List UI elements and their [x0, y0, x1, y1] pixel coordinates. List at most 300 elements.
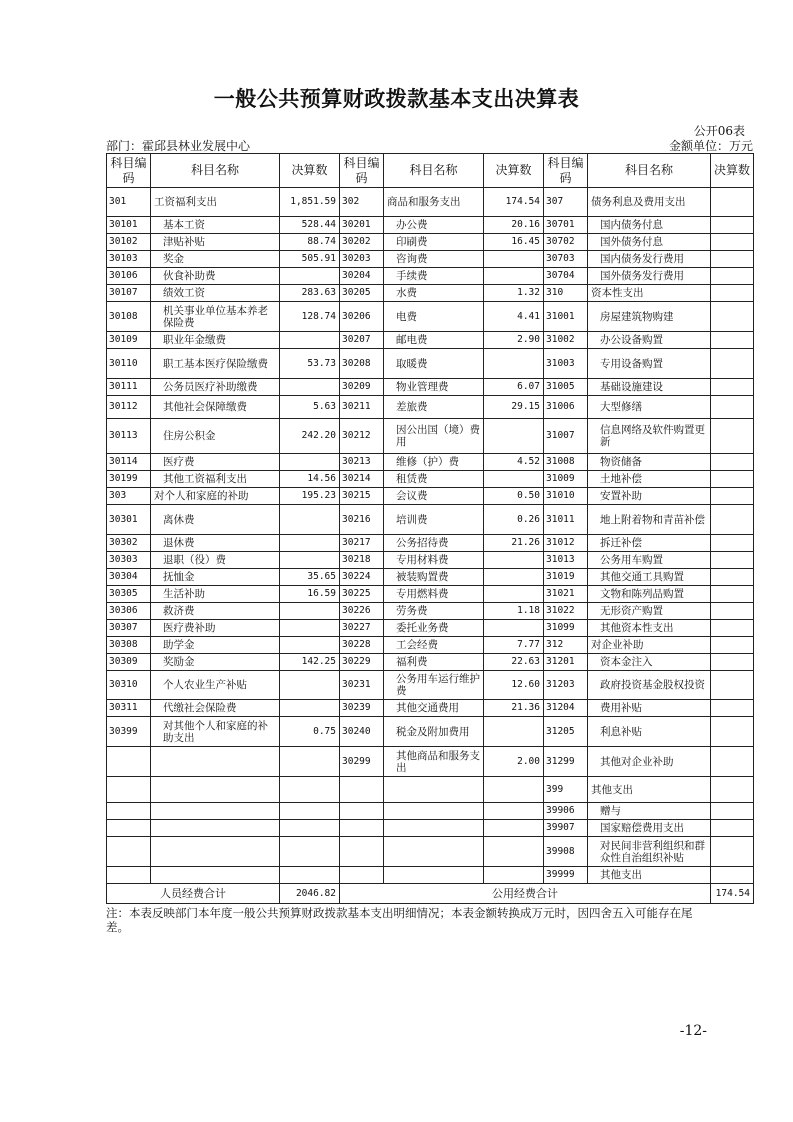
- subject-name-cell: 国外债务发行费用: [588, 268, 711, 285]
- subject-code-cell: 30101: [107, 217, 151, 234]
- amount-cell: 128.74: [280, 302, 340, 332]
- personnel-total-label: 人员经费合计: [107, 884, 280, 904]
- subject-code-cell: 31021: [544, 586, 588, 603]
- subject-name-cell: [384, 867, 484, 884]
- subject-name-cell: 其他对企业补助: [588, 747, 711, 777]
- subject-code-cell: 30308: [107, 637, 151, 654]
- amount-cell: 1.18: [484, 603, 544, 620]
- amount-cell: 283.63: [280, 285, 340, 302]
- subject-name-cell: 其他交通工具购置: [588, 569, 711, 586]
- subject-name-cell: 取暖费: [384, 349, 484, 379]
- subject-name-cell: 资本性支出: [588, 285, 711, 302]
- amount-cell: [280, 837, 340, 867]
- table-row: [107, 671, 754, 700]
- subject-code-cell: 30201: [340, 217, 384, 234]
- subject-name-cell: 商品和服务支出: [384, 188, 484, 217]
- amount-cell: 2.90: [484, 332, 544, 349]
- subject-name-cell: 个人农业生产补贴: [151, 671, 280, 700]
- subject-name-cell: 医疗费补助: [151, 620, 280, 637]
- amount-cell: [484, 349, 544, 379]
- amount-cell: [280, 505, 340, 535]
- subject-name-cell: 其他社会保障缴费: [151, 396, 280, 419]
- subject-name-cell: 助学金: [151, 637, 280, 654]
- subject-name-cell: 工会经费: [384, 637, 484, 654]
- table-row: [107, 747, 754, 777]
- subject-code-cell: 30216: [340, 505, 384, 535]
- subject-name-cell: 专用燃料费: [384, 586, 484, 603]
- subject-code-cell: 31299: [544, 747, 588, 777]
- subject-code-cell: 30212: [340, 419, 384, 454]
- amount-cell: [280, 637, 340, 654]
- amount-cell: 16.45: [484, 234, 544, 251]
- table-row: [107, 654, 754, 671]
- amount-cell: [711, 217, 754, 234]
- subject-code-cell: 30301: [107, 505, 151, 535]
- subject-name-cell: 津贴补贴: [151, 234, 280, 251]
- subject-code-cell: 30239: [340, 700, 384, 717]
- subject-code-cell: 30199: [107, 471, 151, 488]
- subject-name-cell: 手续费: [384, 268, 484, 285]
- column-header: 科目编码: [544, 154, 588, 188]
- subject-code-cell: 30202: [340, 234, 384, 251]
- table-row: [107, 535, 754, 552]
- subject-code-cell: 30206: [340, 302, 384, 332]
- subject-name-cell: 电费: [384, 302, 484, 332]
- subject-name-cell: 信息网络及软件购置更新: [588, 419, 711, 454]
- subject-code-cell: [107, 747, 151, 777]
- amount-cell: 4.41: [484, 302, 544, 332]
- subject-code-cell: 30228: [340, 637, 384, 654]
- subject-code-cell: 399: [544, 777, 588, 803]
- amount-cell: 6.07: [484, 379, 544, 396]
- subject-name-cell: 因公出国（境）费用: [384, 419, 484, 454]
- subject-name-cell: 政府投资基金股权投资: [588, 671, 711, 700]
- subject-name-cell: [151, 803, 280, 820]
- amount-cell: [711, 637, 754, 654]
- subject-name-cell: 税金及附加费用: [384, 717, 484, 747]
- subject-name-cell: 机关事业单位基本养老保险费: [151, 302, 280, 332]
- amount-cell: [280, 700, 340, 717]
- expenditure-table: [106, 153, 754, 904]
- subject-code-cell: 39999: [544, 867, 588, 884]
- subject-name-cell: 医疗费: [151, 454, 280, 471]
- amount-cell: 16.59: [280, 586, 340, 603]
- subject-code-cell: 30204: [340, 268, 384, 285]
- table-row: [107, 419, 754, 454]
- amount-cell: 1,851.59: [280, 188, 340, 217]
- table-row: [107, 217, 754, 234]
- amount-cell: [711, 552, 754, 569]
- amount-cell: [711, 586, 754, 603]
- amount-cell: 88.74: [280, 234, 340, 251]
- subject-name-cell: 专用材料费: [384, 552, 484, 569]
- subject-name-cell: [151, 777, 280, 803]
- subject-name-cell: 公务员医疗补助缴费: [151, 379, 280, 396]
- subject-name-cell: 奖金: [151, 251, 280, 268]
- subject-code-cell: 301: [107, 188, 151, 217]
- amount-cell: 528.44: [280, 217, 340, 234]
- subject-code-cell: [340, 867, 384, 884]
- subject-code-cell: 312: [544, 637, 588, 654]
- subject-name-cell: 劳务费: [384, 603, 484, 620]
- subject-name-cell: 物资储备: [588, 454, 711, 471]
- department-label: 部门：霍邱县林业发展中心: [106, 139, 251, 153]
- subject-name-cell: 邮电费: [384, 332, 484, 349]
- subject-name-cell: 职业年金缴费: [151, 332, 280, 349]
- table-row: [107, 803, 754, 820]
- amount-cell: [711, 717, 754, 747]
- subject-name-cell: 安置补助: [588, 488, 711, 505]
- subject-name-cell: 地上附着物和青苗补偿: [588, 505, 711, 535]
- subject-code-cell: 30310: [107, 671, 151, 700]
- subject-name-cell: 大型修缮: [588, 396, 711, 419]
- amount-cell: [484, 251, 544, 268]
- subject-code-cell: 30399: [107, 717, 151, 747]
- subject-code-cell: 31006: [544, 396, 588, 419]
- subject-code-cell: 30305: [107, 586, 151, 603]
- form-number: 公开06表: [693, 124, 745, 138]
- amount-cell: 29.15: [484, 396, 544, 419]
- subject-name-cell: 国内债务付息: [588, 217, 711, 234]
- subject-code-cell: 30225: [340, 586, 384, 603]
- subject-name-cell: 办公费: [384, 217, 484, 234]
- page-title: 一般公共预算财政拨款基本支出决算表: [213, 86, 580, 111]
- subject-name-cell: 印刷费: [384, 234, 484, 251]
- amount-cell: 4.52: [484, 454, 544, 471]
- amount-cell: [484, 552, 544, 569]
- amount-cell: [711, 396, 754, 419]
- subject-code-cell: [107, 867, 151, 884]
- amount-cell: [711, 379, 754, 396]
- subject-name-cell: 国外债务付息: [588, 234, 711, 251]
- subject-name-cell: 其他交通费用: [384, 700, 484, 717]
- subject-name-cell: 其他支出: [588, 867, 711, 884]
- amount-cell: [711, 505, 754, 535]
- amount-cell: [711, 471, 754, 488]
- table-row: [107, 637, 754, 654]
- subject-name-cell: 费用补贴: [588, 700, 711, 717]
- amount-cell: 0.75: [280, 717, 340, 747]
- subject-code-cell: 31205: [544, 717, 588, 747]
- amount-cell: [711, 777, 754, 803]
- subject-code-cell: 30106: [107, 268, 151, 285]
- amount-cell: [711, 569, 754, 586]
- subject-code-cell: 303: [107, 488, 151, 505]
- subject-code-cell: 30226: [340, 603, 384, 620]
- amount-cell: [280, 603, 340, 620]
- amount-cell: 505.91: [280, 251, 340, 268]
- table-row: [107, 396, 754, 419]
- amount-cell: 1.32: [484, 285, 544, 302]
- subject-name-cell: 文物和陈列品购置: [588, 586, 711, 603]
- amount-cell: [484, 777, 544, 803]
- subject-name-cell: [384, 837, 484, 867]
- subject-name-cell: 债务利息及费用支出: [588, 188, 711, 217]
- amount-cell: [484, 820, 544, 837]
- personnel-total-value: 2046.82: [280, 884, 340, 904]
- totals-row: [107, 884, 754, 904]
- amount-cell: [484, 867, 544, 884]
- subject-code-cell: [340, 837, 384, 867]
- subject-name-cell: [384, 777, 484, 803]
- subject-code-cell: 30218: [340, 552, 384, 569]
- amount-cell: 5.63: [280, 396, 340, 419]
- subject-code-cell: [340, 820, 384, 837]
- amount-cell: [484, 837, 544, 867]
- subject-code-cell: 39906: [544, 803, 588, 820]
- amount-cell: [280, 867, 340, 884]
- column-header: 决算数: [280, 154, 340, 188]
- subject-code-cell: 31203: [544, 671, 588, 700]
- subject-name-cell: [384, 820, 484, 837]
- subject-code-cell: [340, 803, 384, 820]
- subject-code-cell: 30107: [107, 285, 151, 302]
- subject-code-cell: 30108: [107, 302, 151, 332]
- amount-cell: [484, 419, 544, 454]
- amount-cell: 53.73: [280, 349, 340, 379]
- subject-code-cell: [340, 777, 384, 803]
- amount-cell: [280, 747, 340, 777]
- subject-name-cell: 咨询费: [384, 251, 484, 268]
- public-total-label: 公用经费合计: [340, 884, 711, 904]
- subject-name-cell: 公务用车购置: [588, 552, 711, 569]
- subject-code-cell: 31008: [544, 454, 588, 471]
- subject-code-cell: 30109: [107, 332, 151, 349]
- amount-cell: [711, 488, 754, 505]
- subject-name-cell: 赠与: [588, 803, 711, 820]
- subject-code-cell: 31204: [544, 700, 588, 717]
- amount-cell: [711, 654, 754, 671]
- subject-code-cell: 31013: [544, 552, 588, 569]
- subject-code-cell: 30701: [544, 217, 588, 234]
- amount-cell: [711, 671, 754, 700]
- subject-name-cell: [384, 803, 484, 820]
- subject-name-cell: 其他工资福利支出: [151, 471, 280, 488]
- amount-cell: [711, 285, 754, 302]
- table-row: [107, 867, 754, 884]
- table-row: [107, 471, 754, 488]
- amount-cell: 7.77: [484, 637, 544, 654]
- amount-cell: 35.65: [280, 569, 340, 586]
- subject-name-cell: 水费: [384, 285, 484, 302]
- amount-cell: 2.00: [484, 747, 544, 777]
- subject-code-cell: 30214: [340, 471, 384, 488]
- amount-cell: 0.50: [484, 488, 544, 505]
- amount-cell: 14.56: [280, 471, 340, 488]
- subject-code-cell: [107, 820, 151, 837]
- amount-cell: [711, 419, 754, 454]
- subject-name-cell: [151, 837, 280, 867]
- table-row: [107, 188, 754, 217]
- table-row: [107, 820, 754, 837]
- subject-code-cell: 307: [544, 188, 588, 217]
- subject-name-cell: 奖励金: [151, 654, 280, 671]
- table-row: [107, 586, 754, 603]
- subject-code-cell: 30205: [340, 285, 384, 302]
- amount-cell: [484, 620, 544, 637]
- subject-code-cell: 30103: [107, 251, 151, 268]
- amount-cell: [711, 820, 754, 837]
- amount-cell: [711, 867, 754, 884]
- subject-code-cell: 31201: [544, 654, 588, 671]
- amount-cell: [484, 803, 544, 820]
- subject-name-cell: 救济费: [151, 603, 280, 620]
- amount-cell: [280, 803, 340, 820]
- column-header: 决算数: [484, 154, 544, 188]
- column-header: 决算数: [711, 154, 754, 188]
- subject-name-cell: [151, 747, 280, 777]
- subject-name-cell: 基础设施建设: [588, 379, 711, 396]
- subject-code-cell: 31012: [544, 535, 588, 552]
- subject-name-cell: 专用设备购置: [588, 349, 711, 379]
- subject-name-cell: 公务用车运行维护费: [384, 671, 484, 700]
- subject-code-cell: 31007: [544, 419, 588, 454]
- amount-cell: [484, 471, 544, 488]
- subject-code-cell: [107, 777, 151, 803]
- page-number: -12-: [679, 1023, 707, 1039]
- subject-name-cell: 利息补贴: [588, 717, 711, 747]
- subject-code-cell: 30299: [340, 747, 384, 777]
- subject-name-cell: 对个人和家庭的补助: [151, 488, 280, 505]
- amount-cell: [280, 552, 340, 569]
- subject-code-cell: 30110: [107, 349, 151, 379]
- table-row: [107, 505, 754, 535]
- table-row: [107, 777, 754, 803]
- column-header: 科目名称: [588, 154, 711, 188]
- subject-code-cell: 310: [544, 285, 588, 302]
- subject-name-cell: 国家赔偿费用支出: [588, 820, 711, 837]
- subject-code-cell: 30211: [340, 396, 384, 419]
- amount-cell: [280, 379, 340, 396]
- subject-name-cell: 住房公积金: [151, 419, 280, 454]
- amount-cell: 174.54: [484, 188, 544, 217]
- subject-name-cell: 职工基本医疗保险缴费: [151, 349, 280, 379]
- table-row: [107, 700, 754, 717]
- table-row: [107, 332, 754, 349]
- subject-code-cell: 31099: [544, 620, 588, 637]
- amount-cell: [711, 234, 754, 251]
- subject-code-cell: 30213: [340, 454, 384, 471]
- subject-code-cell: 31001: [544, 302, 588, 332]
- table-header-row: [107, 154, 754, 188]
- subject-name-cell: 土地补偿: [588, 471, 711, 488]
- amount-cell: 0.26: [484, 505, 544, 535]
- subject-name-cell: 无形资产购置: [588, 603, 711, 620]
- amount-cell: 22.63: [484, 654, 544, 671]
- subject-code-cell: 30207: [340, 332, 384, 349]
- amount-cell: [280, 777, 340, 803]
- subject-name-cell: 工资福利支出: [151, 188, 280, 217]
- amount-cell: [711, 251, 754, 268]
- amount-cell: [711, 747, 754, 777]
- amount-cell: 21.26: [484, 535, 544, 552]
- subject-code-cell: 30113: [107, 419, 151, 454]
- subject-code-cell: 30309: [107, 654, 151, 671]
- subject-name-cell: 培训费: [384, 505, 484, 535]
- subject-code-cell: 30311: [107, 700, 151, 717]
- subject-name-cell: 对民间非营利组织和群众性自治组织补贴: [588, 837, 711, 867]
- subject-code-cell: 30240: [340, 717, 384, 747]
- amount-cell: [711, 268, 754, 285]
- amount-cell: 12.60: [484, 671, 544, 700]
- subject-code-cell: 30703: [544, 251, 588, 268]
- subject-name-cell: 离休费: [151, 505, 280, 535]
- subject-name-cell: 生活补助: [151, 586, 280, 603]
- subject-code-cell: 30302: [107, 535, 151, 552]
- subject-code-cell: 31022: [544, 603, 588, 620]
- subject-code-cell: [107, 837, 151, 867]
- subject-code-cell: 30702: [544, 234, 588, 251]
- footnote: 注：本表反映部门本年度一般公共预算财政拨款基本支出明细情况；本表金额转换成万元时，因四舍五入可能存在尾差。: [106, 906, 693, 934]
- subject-code-cell: 31005: [544, 379, 588, 396]
- subject-name-cell: 租赁费: [384, 471, 484, 488]
- subject-name-cell: 伙食补助费: [151, 268, 280, 285]
- column-header: 科目名称: [151, 154, 280, 188]
- subject-code-cell: 30227: [340, 620, 384, 637]
- amount-cell: [711, 535, 754, 552]
- amount-cell: 195.23: [280, 488, 340, 505]
- amount-unit-label: 金额单位：万元: [668, 139, 753, 153]
- subject-name-cell: 退休费: [151, 535, 280, 552]
- subject-name-cell: 公务招待费: [384, 535, 484, 552]
- subject-name-cell: 被装购置费: [384, 569, 484, 586]
- amount-cell: [711, 803, 754, 820]
- column-header: 科目名称: [384, 154, 484, 188]
- subject-code-cell: 30111: [107, 379, 151, 396]
- subject-name-cell: 其他支出: [588, 777, 711, 803]
- amount-cell: [711, 620, 754, 637]
- subject-code-cell: 30102: [107, 234, 151, 251]
- table-row: [107, 569, 754, 586]
- subject-code-cell: 30306: [107, 603, 151, 620]
- subject-name-cell: 对其他个人和家庭的补助支出: [151, 717, 280, 747]
- amount-cell: [484, 569, 544, 586]
- subject-code-cell: 30224: [340, 569, 384, 586]
- subject-name-cell: 维修（护）费: [384, 454, 484, 471]
- table-row: [107, 488, 754, 505]
- subject-code-cell: 30208: [340, 349, 384, 379]
- amount-cell: [280, 820, 340, 837]
- amount-cell: [711, 454, 754, 471]
- amount-cell: [280, 454, 340, 471]
- subject-code-cell: 30217: [340, 535, 384, 552]
- subject-code-cell: 30215: [340, 488, 384, 505]
- subject-name-cell: 房屋建筑物购建: [588, 302, 711, 332]
- amount-cell: [711, 332, 754, 349]
- table-row: [107, 454, 754, 471]
- subject-code-cell: 31009: [544, 471, 588, 488]
- table-row: [107, 837, 754, 867]
- amount-cell: [711, 188, 754, 217]
- table-row: [107, 285, 754, 302]
- amount-cell: [280, 620, 340, 637]
- subject-name-cell: 退职（役）费: [151, 552, 280, 569]
- column-header: 科目编码: [340, 154, 384, 188]
- subject-code-cell: 30231: [340, 671, 384, 700]
- subject-name-cell: 拆迁补偿: [588, 535, 711, 552]
- subject-name-cell: 基本工资: [151, 217, 280, 234]
- amount-cell: 142.25: [280, 654, 340, 671]
- amount-cell: 242.20: [280, 419, 340, 454]
- subject-code-cell: 30229: [340, 654, 384, 671]
- subject-name-cell: [151, 820, 280, 837]
- amount-cell: [280, 332, 340, 349]
- subject-name-cell: [151, 867, 280, 884]
- subject-name-cell: 其他资本性支出: [588, 620, 711, 637]
- subject-code-cell: 30209: [340, 379, 384, 396]
- amount-cell: [280, 268, 340, 285]
- amount-cell: 20.16: [484, 217, 544, 234]
